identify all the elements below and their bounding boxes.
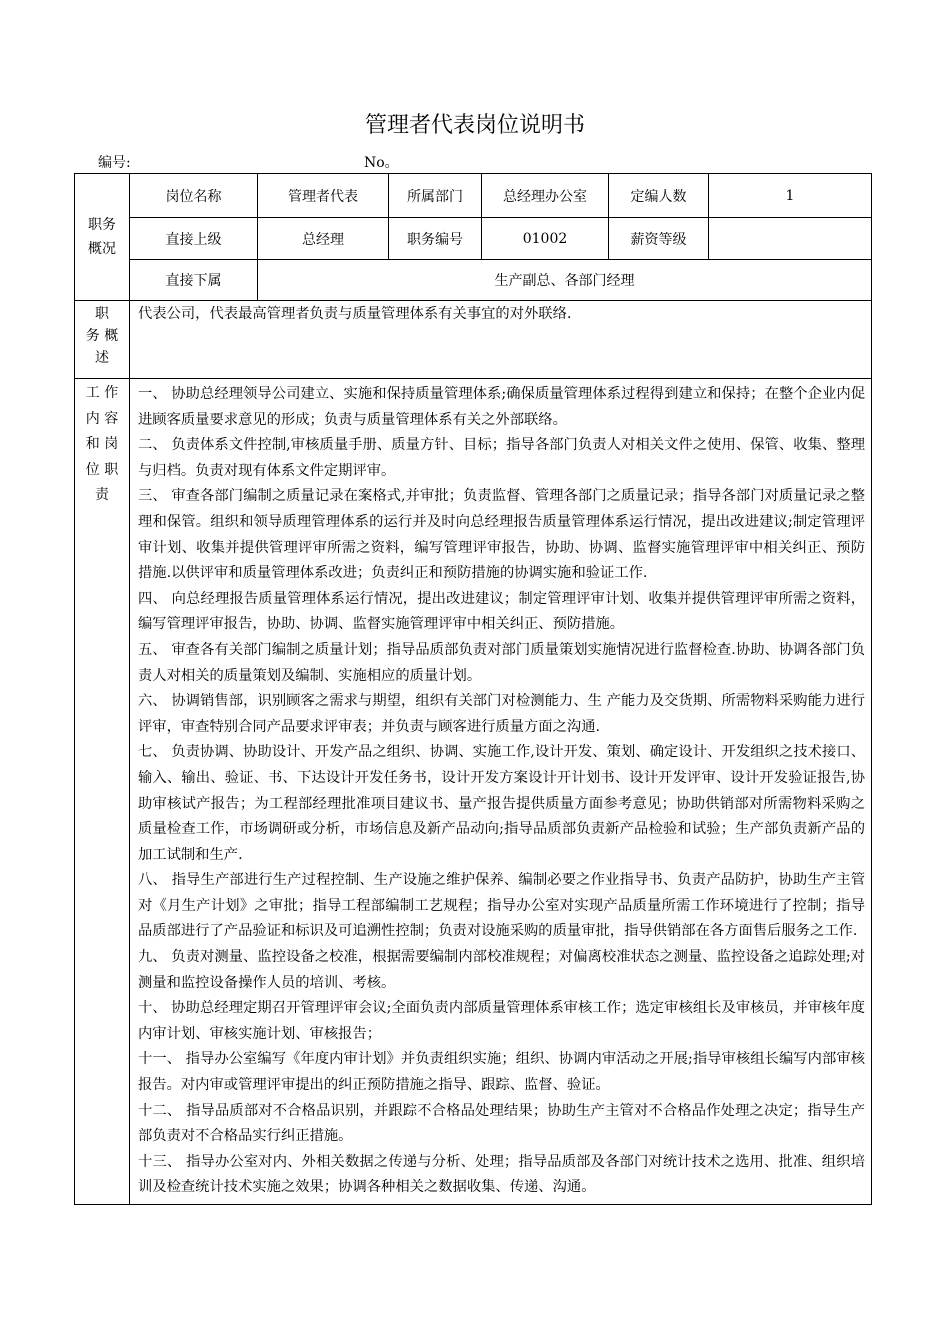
overview-section-label: 职务概况 bbox=[75, 174, 130, 301]
number-label: 编号: bbox=[98, 155, 131, 171]
duty-item: 九、 负责对测量、监控设备之校准，根据需要编制内部校准规程；对偏离校准状态之测量、监控设备之追踪处理;对测量和监控设备操作人员的培训、考核。 bbox=[138, 949, 865, 991]
position-name-value: 管理者代表 bbox=[258, 174, 389, 218]
department-value: 总经理办公室 bbox=[482, 174, 609, 218]
duty-item: 十二、 指导品质部对不合格品识别，并跟踪不合格品处理结果；协助生产主管对不合格品作处理之决定；指导生产部负责对不合格品实行纠正措施。 bbox=[138, 1102, 865, 1145]
job-code-value: 01002 bbox=[482, 218, 609, 260]
duty-item: 十、 协助总经理定期召开管理评审会议;全面负责内部质量管理体系审核工作；选定审核组长及审核员，并审核年度内审计划、审核实施计划、审核报告； bbox=[138, 1000, 865, 1042]
position-name-label: 岗位名称 bbox=[130, 174, 258, 218]
duties-text bbox=[130, 379, 872, 1205]
subordinates-value: 生产副总、各部门经理 bbox=[258, 260, 872, 301]
duty-item: 六、 协调销售部，识别顾客之需求与期望，组织有关部门对检测能力、生 产能力及交货期、所需物料采购能力进行评审，审查特别合同产品要求评审表；并负责与顾客进行质量方面之沟通. bbox=[138, 693, 865, 735]
duty-item: 七、 负责协调、协助设计、开发产品之组织、协调、实施工作,设计开发、策划、确定设计、开发组织之技术接口、输入、输出、验证、书、下达设计开发任务书，设计开发方案设计开计划书、设计开发评审、设计开发验证报告,协助审核试产报告；为工程部经理批准项目建议书、量产报告提供质量方面参考意见；协助供销部对所需物料采购之质量检查工作，市场调研或分析，市场信息及新产品动向;指导品质部负责新产品检验和试验；生产部负责新产品的加工试制和生产. bbox=[138, 744, 865, 863]
duty-item: 二、 负责体系文件控制,审核质量手册、质量方针、目标；指导各部门负责人对相关文件之使用、保管、收集、整理与归档。负责对现有体系文件定期评审。 bbox=[138, 437, 865, 479]
overview-row-1 bbox=[75, 174, 872, 218]
duty-item: 一、 协助总经理领导公司建立、实施和保持质量管理体系;确保质量管理体系过程得到建立和保持；在整个企业内促进顾客质量要求意见的形成；负责与质量管理体系有关之外部联络。 bbox=[138, 386, 865, 428]
summary-label: 职 务 概 述 bbox=[75, 301, 130, 379]
summary-row bbox=[75, 301, 872, 379]
duty-item: 十一、 指导办公室编写《年度内审计划》并负责组织实施；组织、协调内审活动之开展;指导审核组长编写内部审核报告。对内审或管理评审提出的纠正预防措施之指导、跟踪、监督、验证。 bbox=[138, 1051, 865, 1094]
duty-item: 八、 指导生产部进行生产过程控制、生产设施之维护保养、编制必要之作业指导书、负责产品防护，协助生产主管对《月生产计划》之审批；指导工程部编制工艺规程；指导办公室对实现产品质量所需工作环境进行了控制；指导品质部进行了产品验证和标识及可追溯性控制；负责对设施采购的质量审批，指导供销部在各方面售后服务之工作. bbox=[138, 872, 865, 940]
no-label: No。 bbox=[364, 155, 399, 171]
salary-grade-label: 薪资等级 bbox=[609, 218, 709, 260]
job-description-table bbox=[74, 173, 872, 1205]
overview-row-3 bbox=[75, 260, 872, 301]
duty-item: 十三、 指导办公室对内、外相关数据之传递与分析、处理；指导品质部及各部门对统计技术之选用、批准、组织培训及检查统计技术实施之效果；协调各种相关之数据收集、传递、沟通。 bbox=[138, 1153, 865, 1196]
page-title: 管理者代表岗位说明书 bbox=[364, 113, 585, 138]
salary-grade-value bbox=[709, 218, 872, 260]
direct-superior-value: 总经理 bbox=[258, 218, 389, 260]
headcount-value: 1 bbox=[709, 174, 872, 218]
job-code-label: 职务编号 bbox=[389, 218, 482, 260]
headcount-label: 定编人数 bbox=[609, 174, 709, 218]
direct-superior-label: 直接上级 bbox=[130, 218, 258, 260]
department-label: 所属部门 bbox=[389, 174, 482, 218]
duties-label: 工 作 内 容 和 岗 位 职 责 bbox=[75, 379, 130, 1205]
summary-text: 代表公司，代表最高管理者负责与质量管理体系有关事宜的对外联络. bbox=[130, 301, 872, 379]
overview-row-2 bbox=[75, 218, 872, 260]
subordinates-label: 直接下属 bbox=[130, 260, 258, 301]
duty-item: 三、 审查各部门编制之质量记录在案格式,并审批；负责监督、管理各部门之质量记录；指导各部门对质量记录之整理和保管。组织和领导质理管理体系的运行并及时向总经理报告质量管理体系运行情况，提出改进建议;制定管理评审计划、收集并提供管理评审所需之资料，编写管理评审报告，协助、协调、监督实施管理评审中相关纠正、预防措施.以供评审和质量管理体系改进；负责纠正和预防措施的协调实施和验证工作. bbox=[138, 488, 865, 582]
duty-item: 四、 向总经理报告质量管理体系运行情况，提出改进建议；制定管理评审计划、收集并提供管理评审所需之资料，编写管理评审报告，协助、协调、监督实施管理评审中相关纠正、预防措施。 bbox=[138, 590, 865, 633]
duties-row bbox=[75, 379, 872, 1205]
duty-item: 五、 审查各有关部门编制之质量计划；指导品质部负责对部门质量策划实施情况进行监督检查.协助、协调各部门负责人对相关的质量策划及编制、实施相应的质量计划。 bbox=[138, 641, 865, 684]
